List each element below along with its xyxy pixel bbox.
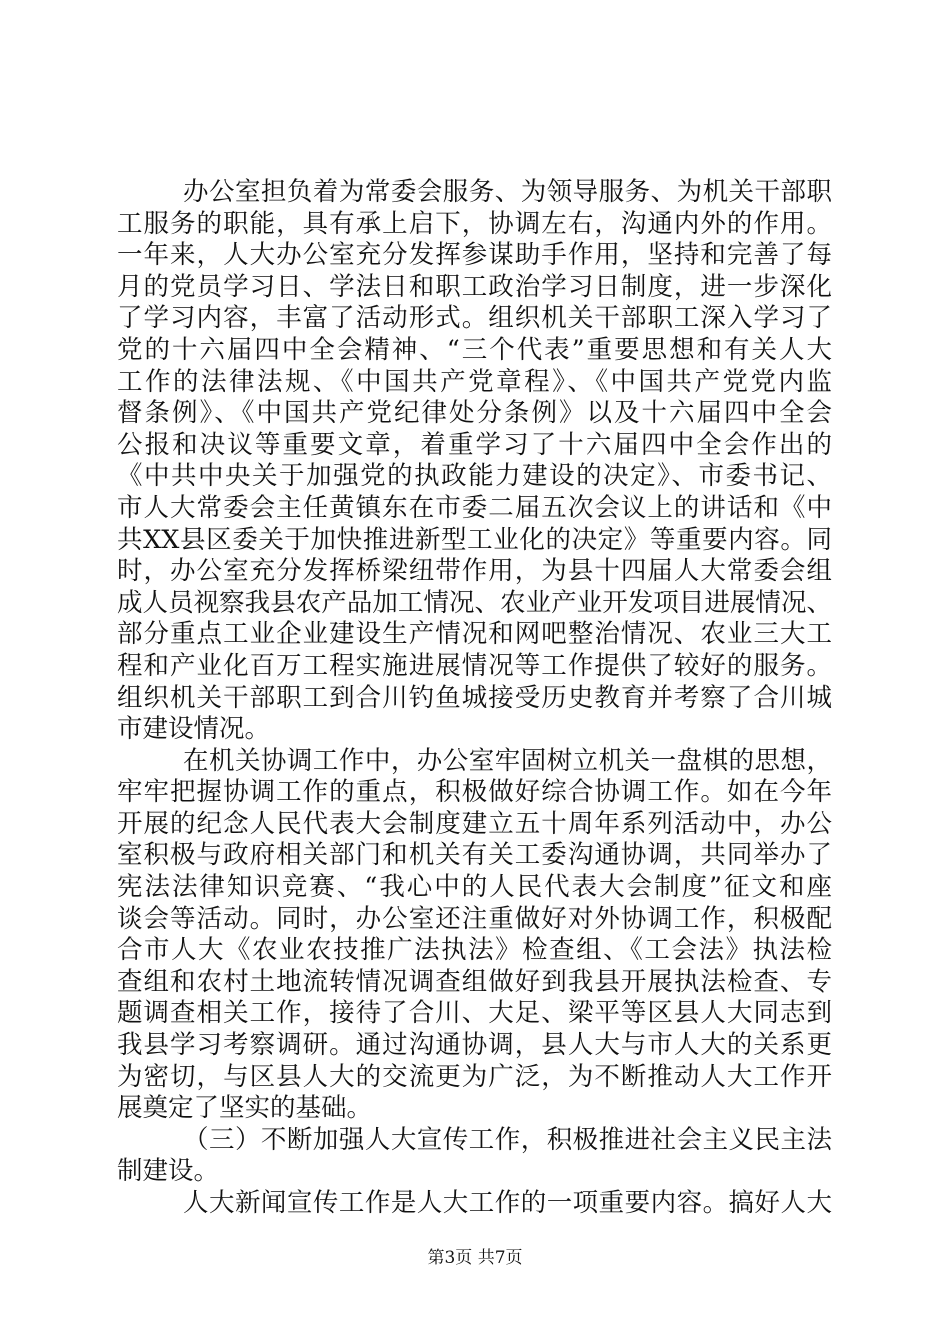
text-line: 牢牢把握协调工作的重点，积极做好综合协调工作。如在今年 (117, 777, 832, 808)
text-line: 室积极与政府相关部门和机关有关工委沟通协调，共同举办了 (117, 840, 832, 871)
text-line: 办公室担负着为常委会服务、为领导服务、为机关干部职 (183, 177, 832, 207)
text-line: 为密切，与区县人大的交流更为广泛，为不断推动人大工作开 (117, 1061, 832, 1092)
text-line: 市建设情况。 (117, 714, 271, 745)
text-line: 《中共中央关于加强党的执政能力建设的决定》、市委书记、 (117, 461, 832, 492)
text-line: 时，办公室充分发挥桥梁纽带作用，为县十四届人大常委会组 (117, 556, 832, 587)
text-line: 党的十六届四中全会精神、“三个代表”重要思想和有关人大 (117, 334, 832, 365)
text-line: 制建设。 (117, 1156, 220, 1187)
text-line: 题调查相关工作，接待了合川、大足、梁平等区县人大同志到 (117, 998, 832, 1029)
text-line: 展奠定了坚实的基础。 (117, 1093, 373, 1124)
text-line: 合市人大《农业农技推广法执法》检查组、《工会法》执法检 (117, 935, 832, 966)
body-text (117, 177, 832, 1220)
text-line: 市人大常委会主任黄镇东在市委二届五次会议上的讲话和《中 (117, 492, 832, 523)
text-line: 我县学习考察调研。通过沟通协调，县人大与市人大的关系更 (117, 1030, 832, 1061)
text-line: 公报和决议等重要文章，着重学习了十六届四中全会作出的 (117, 429, 832, 460)
text-line: 宪法法律知识竞赛、“我心中的人民代表大会制度”征文和座 (117, 872, 832, 903)
text-line: 成人员视察我县农产品加工情况、农业产业开发项目进展情况、 (117, 587, 832, 618)
text-line: 工服务的职能，具有承上启下，协调左右，沟通内外的作用。 (117, 208, 832, 239)
page-footer: 第3页 共7页 (427, 1248, 523, 1268)
text-line: （三）不断加强人大宣传工作，积极推进社会主义民主法 (183, 1124, 832, 1155)
text-line: 程和产业化百万工程实施进展情况等工作提供了较好的服务。 (117, 650, 832, 681)
text-line: 了学习内容，丰富了活动形式。组织机关干部职工深入学习了 (117, 303, 832, 334)
text-line: 在机关协调工作中，办公室牢固树立机关一盘棋的思想， (183, 745, 832, 776)
text-line: 查组和农村土地流转情况调查组做好到我县开展执法检查、专 (117, 966, 832, 997)
text-line: 部分重点工业企业建设生产情况和网吧整治情况、农业三大工 (117, 619, 832, 650)
text-line: 月的党员学习日、学法日和职工政治学习日制度，进一步深化 (117, 271, 832, 302)
text-line: 开展的纪念人民代表大会制度建立五十周年系列活动中，办公 (117, 808, 832, 839)
text-line: 共XX县区委关于加快推进新型工业化的决定》等重要内容。同 (117, 524, 832, 555)
text-line: 人大新闻宣传工作是人大工作的一项重要内容。搞好人大 (183, 1188, 832, 1218)
text-line: 工作的法律法规、《中国共产党章程》、《中国共产党党内监 (117, 366, 832, 397)
text-line: 督条例》、《中国共产党纪律处分条例》以及十六届四中全会 (117, 398, 832, 429)
text-line: 组织机关干部职工到合川钓鱼城接受历史教育并考察了合川城 (117, 682, 832, 713)
text-line: 一年来，人大办公室充分发挥参谋助手作用，坚持和完善了每 (117, 240, 832, 271)
text-line: 谈会等活动。同时，办公室还注重做好对外协调工作，积极配 (117, 903, 832, 934)
